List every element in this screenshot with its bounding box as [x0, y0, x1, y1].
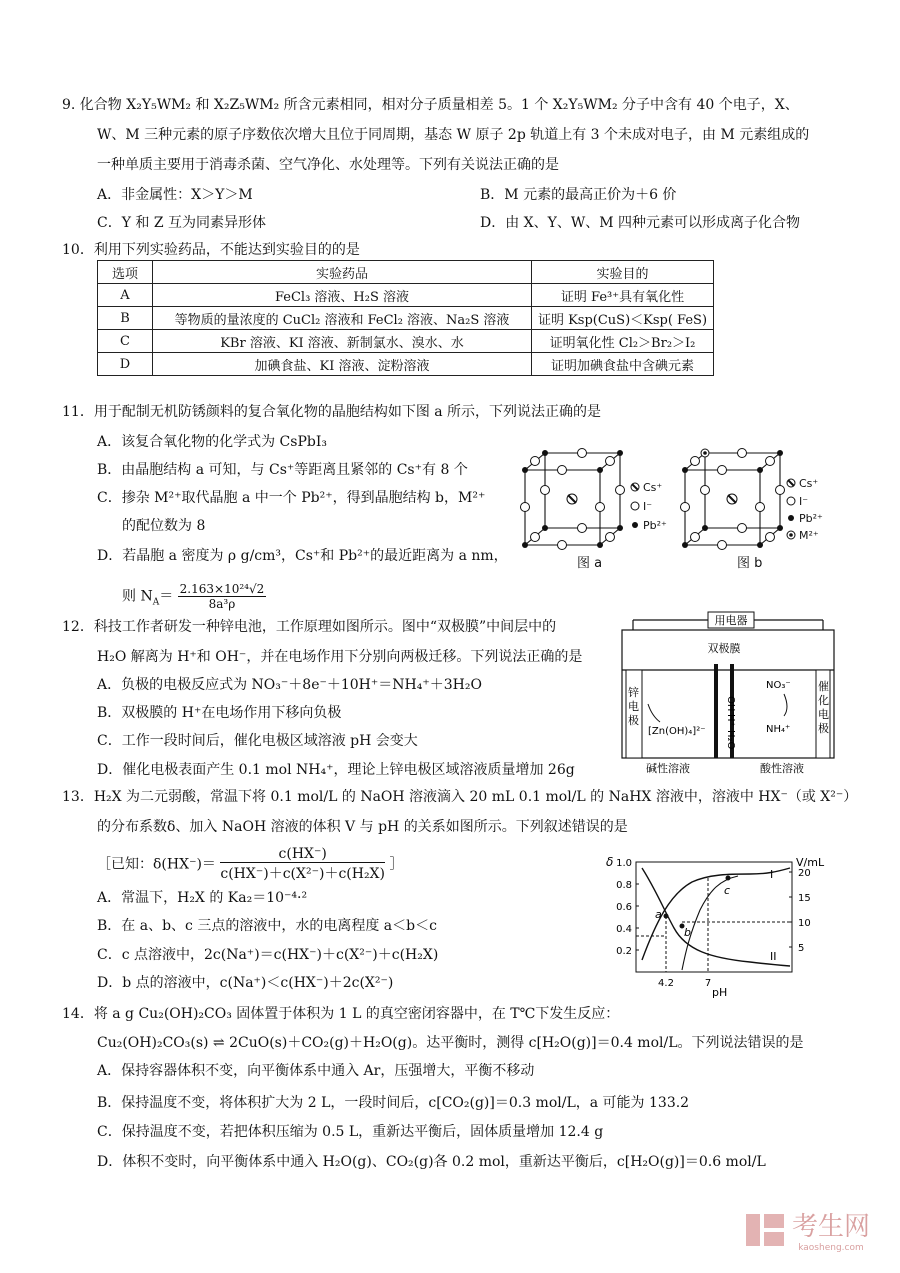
- left-electrode-label: [628, 685, 639, 727]
- left-solution-label: 碱性溶液: [646, 762, 690, 775]
- table-row: [98, 353, 714, 376]
- q12-stem-line2: H₂O 解离为 H⁺和 OH⁻，并在电场作用下分别向两极迁移。下列说法正确的是: [97, 649, 583, 665]
- point-a: [664, 914, 669, 919]
- y-right-label: V/mL: [796, 856, 825, 869]
- q9-stem-line3: 一种单质主要用于消毒杀菌、空气净化、水处理等。下列有关说法正确的是: [97, 157, 559, 173]
- table-cell: FeCl₃ 溶液、H₂S 溶液: [153, 284, 532, 307]
- legend-i-label: I⁻: [643, 500, 653, 513]
- formula-fraction: [178, 582, 267, 611]
- table-cell: B: [98, 307, 153, 330]
- series-i-label: I: [770, 868, 774, 881]
- y-left-tick-label: 1.0: [616, 858, 632, 869]
- point-b-label: b: [684, 926, 691, 939]
- q9-option-a: A．非金属性：X＞Y＞M: [97, 187, 253, 203]
- known-prefix: ［已知：δ(HX⁻)＝: [97, 856, 216, 873]
- oh-label: OH⁻: [725, 696, 736, 717]
- q11-stem: 11．用于配制无机防锈颜料的复合氧化物的晶胞结构如下图 a 所示，下列说法正确的是: [62, 404, 602, 420]
- fraction-denominator: c(HX⁻)＋c(X²⁻)＋c(H₂X): [220, 866, 385, 882]
- q14-option-b: B．保持温度不变，将体积扩大为 2 L，一段时间后，c[CO₂(g)]＝0.3 mol/L，a 可能为 133.2: [97, 1095, 690, 1111]
- x-tick-label: 7: [704, 978, 712, 989]
- q12-stem-line1: 12．科技工作者研发一种锌电池，工作原理如图所示。图中“双极膜”中间层中的: [62, 619, 557, 635]
- q11-option-b: B．由晶胞结构 a 可知，与 Cs⁺等距离且紧邻的 Cs⁺有 8 个: [97, 462, 468, 478]
- q11-option-d-formula: [122, 582, 266, 611]
- distribution-chart: [600, 850, 840, 1000]
- known-fraction: [220, 846, 385, 883]
- ammonium-label: NH₄⁺: [766, 724, 791, 735]
- device-label: 用电器: [714, 614, 748, 627]
- legend-m-label: M²⁺: [799, 529, 819, 542]
- table-cell: 加碘食盐、KI 溶液、淀粉溶液: [153, 353, 532, 376]
- table-row: [98, 307, 714, 330]
- series-ii-label: II: [770, 950, 777, 963]
- y-right-tick-label: 5: [798, 943, 805, 954]
- q12-option-c: C．工作一段时间后，催化电极区域溶液 pH 会变大: [97, 733, 418, 749]
- electrode-char: 电: [818, 708, 829, 721]
- legend-b: [787, 477, 823, 542]
- zinc-battery-diagram: [618, 608, 838, 778]
- series-i-curve: [642, 868, 790, 960]
- q11-option-d-line1: D．若晶胞 a 密度为 ρ g/cm³，Cs⁺和 Pb²⁺的最近距离为 a nm，: [97, 548, 508, 564]
- table-cell: 证明 Ksp(CuS)＜Ksp( FeS): [532, 307, 714, 330]
- membrane-species: [725, 696, 736, 750]
- q12-option-a: A．负极的电极反应式为 NO₃⁻＋8e⁻＋10H⁺＝NH₄⁺＋3H₂O: [97, 677, 482, 693]
- y-left-tick-label: 0.6: [616, 902, 632, 913]
- electrode-char: 化: [818, 694, 829, 707]
- legend-i-label: I⁻: [799, 495, 809, 508]
- cesium-ion-b: [727, 494, 737, 504]
- table-cell: 等物质的量浓度的 CuCl₂ 溶液和 FeCl₂ 溶液、Na₂S 溶液: [153, 307, 532, 330]
- m-ion-b: [701, 449, 709, 457]
- fraction-numerator: c(HX⁻): [220, 846, 385, 863]
- y-right-tick-label: 15: [798, 893, 811, 904]
- q13-option-b: B．在 a、b、c 三点的溶液中，水的电离程度 a＜b＜c: [97, 918, 437, 934]
- table-cell: A: [98, 284, 153, 307]
- q13-stem-line2: 的分布系数δ、加入 NaOH 溶液的体积 V 与 pH 的关系如图所示。下列叙述错误的是: [97, 819, 628, 835]
- q13-option-a: A．常温下，H₂X 的 Ka₂＝10⁻⁴·²: [97, 890, 308, 906]
- legend-pb-label: Pb²⁺: [799, 512, 823, 525]
- q12-option-d: D．催化电极表面产生 0.1 mol NH₄⁺，理论上锌电极区域溶液质量增加 26g: [97, 762, 575, 778]
- electrode-char: 催: [818, 680, 829, 693]
- q13-known-formula: [97, 846, 403, 883]
- q13-stem-line1: 13．H₂X 为二元弱酸，常温下将 0.1 mol/L 的 NaOH 溶液滴入 20 mL 0.1 mol/L 的 NaHX 溶液中，溶液中 HX⁻（或 X²⁻）: [62, 789, 858, 805]
- q13-option-d: D．b 点的溶液中，c(Na⁺)＜c(HX⁻)＋2c(X²⁻): [97, 975, 394, 991]
- table-cell: 证明氧化性 Cl₂＞Br₂＞I₂: [532, 330, 714, 353]
- y-right-tick-label: 20: [798, 868, 811, 879]
- fraction-denominator: 8a³ρ: [208, 597, 236, 611]
- q11-option-c-line1: C．掺杂 M²⁺取代晶胞 a 中一个 Pb²⁺，得到晶胞结构 b，M²⁺: [97, 490, 486, 506]
- q14-option-d: D．体积不变时，向平衡体系中通入 H₂O(g)、CO₂(g)各 0.2 mol，重新达平衡后，c[H₂O(g)]＝0.6 mol/L: [97, 1154, 766, 1170]
- formula-eq: ＝: [159, 588, 174, 605]
- nitrate-label: NO₃⁻: [766, 680, 791, 691]
- legend-a: [631, 481, 667, 532]
- table-header: 实验目的: [532, 261, 714, 284]
- table-header: 选项: [98, 261, 153, 284]
- q9-option-c: C．Y 和 Z 互为同素异形体: [97, 215, 267, 231]
- table-row: [98, 284, 714, 307]
- watermark-logo-icon: [744, 1210, 788, 1250]
- zincate-label: [Zn(OH)₄]²⁻: [648, 726, 706, 737]
- table-cell: D: [98, 353, 153, 376]
- membrane-left-layer: [714, 664, 718, 758]
- q10-table: [97, 260, 714, 376]
- watermark-text: [792, 1206, 870, 1253]
- crystal-cell-figures: [515, 445, 823, 575]
- q14-stem-line1: 14．将 a g Cu₂(OH)₂CO₃ 固体置于体积为 1 L 的真空密闭容器中，在 T℃下发生反应：: [62, 1006, 620, 1022]
- legend-pb-label: Pb²⁺: [643, 519, 667, 532]
- point-c: [726, 876, 731, 881]
- x-tick-label: 4.2: [658, 978, 674, 989]
- caption-figure-a: 图 a: [577, 556, 603, 571]
- point-c-label: c: [724, 884, 731, 897]
- watermark-url: kaosheng.com: [798, 1243, 864, 1253]
- y-left-label: δ: [606, 855, 614, 869]
- formula-sub: A: [152, 597, 160, 608]
- q9-option-d: D．由 X、Y、W、M 四种元素可以形成离子化合物: [480, 215, 801, 231]
- y-left-tick-label: 0.8: [616, 880, 632, 891]
- legend-cs-label: Cs⁺: [799, 477, 819, 490]
- caption-figure-b: 图 b: [737, 556, 763, 571]
- x-axis-label: pH: [712, 986, 728, 999]
- known-suffix: ］: [389, 856, 404, 873]
- q9-option-b: B．M 元素的最高正价为＋6 价: [480, 187, 677, 203]
- h2o-label: H₂O: [725, 730, 736, 750]
- table-cell: 证明加碘食盐中含碘元素: [532, 353, 714, 376]
- q11-option-a: A．该复合氧化物的化学式为 CsPbI₃: [97, 434, 327, 450]
- y-right-tick-label: 10: [798, 918, 811, 929]
- table-cell: KBr 溶液、KI 溶液、新制氯水、溴水、水: [153, 330, 532, 353]
- table-header: 实验药品: [153, 261, 532, 284]
- y-left-tick-label: 0.4: [616, 924, 632, 935]
- q14-option-a: A．保持容器体积不变，向平衡体系中通入 Ar，压强增大，平衡不移动: [97, 1063, 535, 1079]
- legend-cs-label: Cs⁺: [643, 481, 663, 494]
- q13-option-c: C．c 点溶液中，2c(Na⁺)＝c(HX⁻)＋c(X²⁻)＋c(H₂X): [97, 947, 439, 963]
- watermark-brand: 考生网: [791, 1212, 870, 1242]
- fraction-numerator: 2.163×10²⁴√2: [179, 582, 265, 596]
- table-header-row: [98, 261, 714, 284]
- electrode-char: 极: [818, 722, 829, 735]
- electrode-char: 极: [628, 714, 639, 727]
- q9-stem-line2: W、M 三种元素的原子序数依次增大且位于同周期，基态 W 原子 2p 轨道上有 3 个未成对电子，由 M 元素组成的: [97, 127, 810, 143]
- right-solution-label: 酸性溶液: [760, 762, 804, 775]
- q14-stem-line2: Cu₂(OH)₂CO₃(s) ⇌ 2CuO(s)＋CO₂(g)＋H₂O(g)。达平衡时，测得 c[H₂O(g)]＝0.4 mol/L。下列说法错误的是: [97, 1035, 804, 1051]
- q11-option-c-line2: 的配位数为 8: [122, 518, 206, 534]
- q14-option-c: C．保持温度不变，若把体积压缩为 0.5 L，重新达平衡后，固体质量增加 12.4 g: [97, 1124, 604, 1140]
- q12-option-b: B．双极膜的 H⁺在电场作用下移向负极: [97, 705, 342, 721]
- electrode-char: 锌: [628, 686, 639, 699]
- membrane-label: 双极膜: [707, 642, 741, 655]
- table-row: [98, 330, 714, 353]
- cesium-ion-a: [567, 494, 577, 504]
- q9-stem-line1: 9. 化合物 X₂Y₅WM₂ 和 X₂Z₅WM₂ 所含元素相同，相对分子质量相差 5。1 个 X₂Y₅WM₂ 分子中含有 40 个电子，X、: [62, 97, 799, 113]
- watermark: [744, 1206, 870, 1253]
- table-cell: C: [98, 330, 153, 353]
- y-left-tick-label: 0.2: [616, 946, 632, 957]
- q10-stem: 10．利用下列实验药品，不能达到实验目的的是: [62, 242, 360, 258]
- formula-lhs: 则 N: [122, 588, 153, 605]
- point-a-label: a: [655, 908, 662, 921]
- h-label: H⁺: [725, 714, 736, 727]
- table-cell: 证明 Fe³⁺具有氧化性: [532, 284, 714, 307]
- electrode-char: 电: [628, 700, 639, 713]
